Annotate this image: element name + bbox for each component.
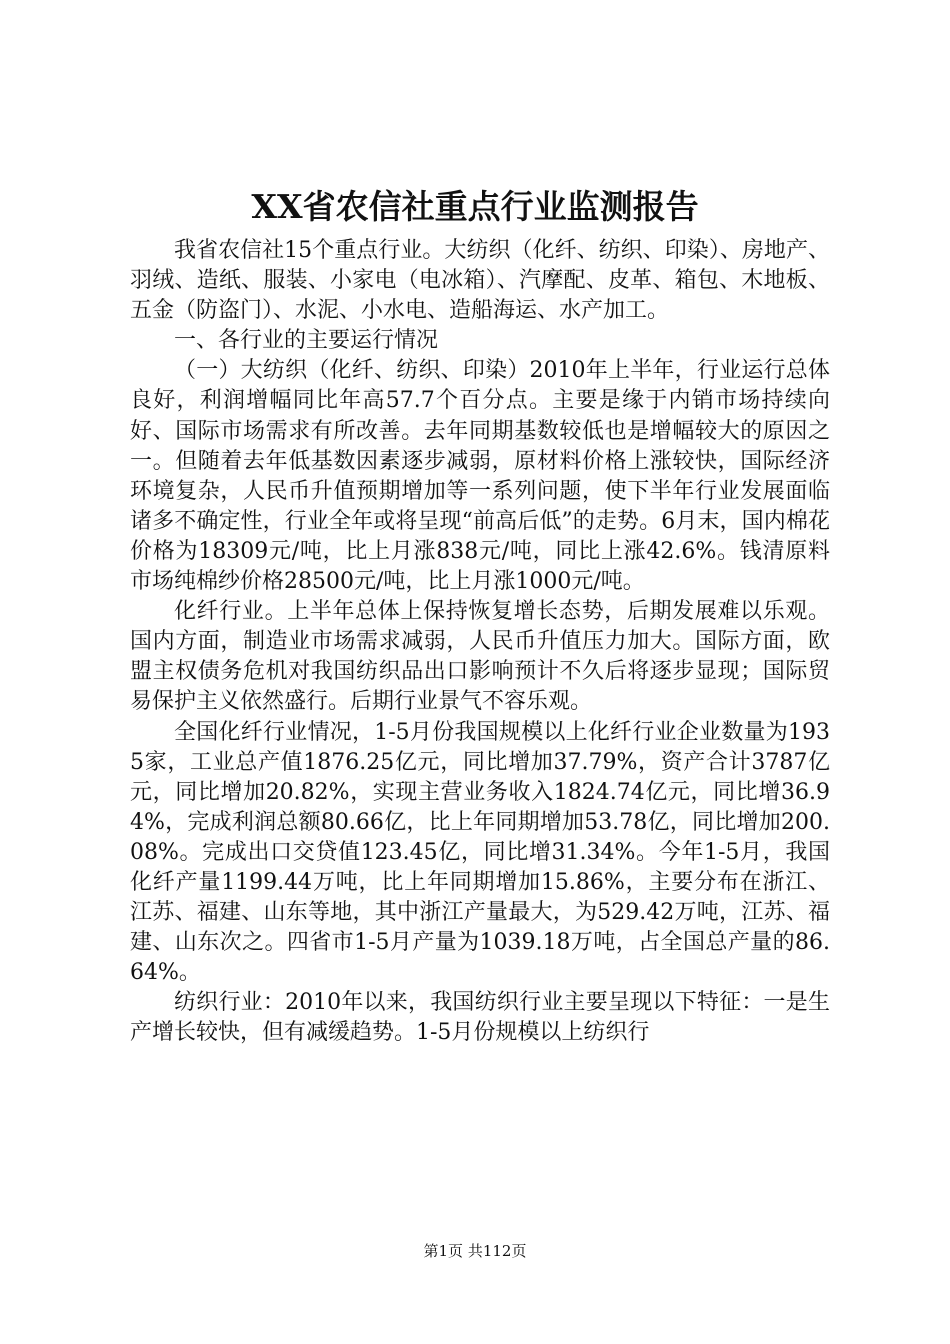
page-number: 第1页 共112页 (423, 1242, 527, 1260)
document-title: XX省农信社重点行业监测报告 (251, 187, 699, 226)
paragraph-intro: 我省农信社15个重点行业。大纺织（化纤、纺织、印染）、房地产、羽绒、造纸、服装、小家电（电冰箱）、汽摩配、皮革、箱包、木地板、五金（防盗门）、水泥、小水电、造船海运、水产加工。 (130, 238, 830, 324)
document-body (130, 236, 830, 1049)
section-heading: 一、各行业的主要运行情况 (174, 328, 439, 354)
paragraph-textile: （一）大纺织（化纤、纺织、印染）2010年上半年，行业运行总体良好，利润增幅同比年高57.7个百分点。主要是缘于内销市场持续向好、国际市场需求有所改善。去年同期基数较低也是增幅较大的原因之一。但随着去年低基数因素逐步减弱，原材料价格上涨较快，国际经济环境复杂，人民币升值预期增加等一系列问题，使下半年行业发展面临诸多不确定性，行业全年或将呈现“前高后低”的走势。6月末，国内棉花价格为18309元/吨，比上月涨838元/吨，同比上涨42.6%。钱清原料市场纯棉纱价格28500元/吨，比上月涨1000元/吨。 (130, 358, 830, 595)
paragraph-spinning: 纺织行业：2010年以来，我国纺织行业主要呈现以下特征：一是生产增长较快，但有减缓趋势。1-5月份规模以上纺织行 (130, 990, 830, 1046)
paragraph-chemical-fiber: 化纤行业。上半年总体上保持恢复增长态势，后期发展难以乐观。国内方面，制造业市场需求减弱，人民币升值压力加大。国际方面，欧盟主权债务危机对我国纺织品出口影响预计不久后将逐步显现；国际贸易保护主义依然盛行。后期行业景气不容乐观。 (130, 599, 830, 715)
paragraph-national-chemical-fiber: 全国化纤行业情况，1-5月份我国规模以上化纤行业企业数量为1935家，工业总产值1876.25亿元，同比增加37.79%，资产合计3787亿元，同比增加20.82%，实现主营业务收入1824.74亿元，同比增36.94%，完成利润总额80.66亿，比上年同期增加53.78亿，同比增加200.08%。完成出口交贷值123.45亿，同比增31.34%。今年1-5月，我国化纤产量1199.44万吨，比上年同期增加15.86%，主要分布在浙江、江苏、福建、山东等地，其中浙江产量最大，为529.42万吨，江苏、福建、山东次之。四省市1-5月产量为1039.18万吨，占全国总产量的86.64%。 (130, 719, 830, 986)
